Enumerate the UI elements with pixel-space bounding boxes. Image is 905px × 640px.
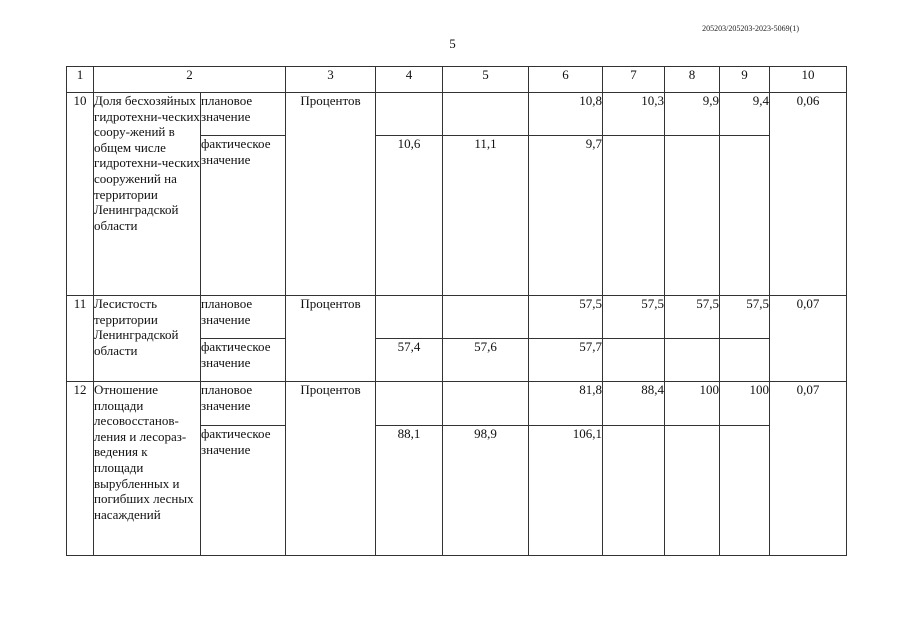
header-cell-3: 3 — [286, 67, 376, 93]
fact-col7 — [603, 136, 665, 296]
page-number: 5 — [449, 36, 456, 51]
indicator-name: Отношение площади лесовосстанов-ления и лесораз-ведения к площади вырубленных и погибших лесных насаждений — [94, 382, 201, 556]
header-cell-10: 10 — [770, 67, 847, 93]
header-cell-5: 5 — [443, 67, 529, 93]
header-cell-1: 1 — [67, 67, 94, 93]
plan-label: плановое значение — [201, 382, 286, 426]
header-cell-2: 2 — [94, 67, 286, 93]
fact-col6: 9,7 — [529, 136, 603, 296]
fact-label: фактическое значение — [201, 426, 286, 556]
plan-col5 — [443, 296, 529, 339]
header-cell-6: 6 — [529, 67, 603, 93]
plan-col6: 81,8 — [529, 382, 603, 426]
table-row — [67, 296, 847, 339]
fact-col8 — [665, 426, 720, 556]
weight-cell: 0,07 — [770, 382, 847, 556]
weight-cell: 0,06 — [770, 93, 847, 296]
plan-col4 — [376, 296, 443, 339]
weight-cell: 0,07 — [770, 296, 847, 382]
fact-col4: 10,6 — [376, 136, 443, 296]
plan-col5 — [443, 93, 529, 136]
table-row — [67, 93, 847, 136]
indicator-name: Лесистость территории Ленинградской области — [94, 296, 201, 382]
plan-col7: 57,5 — [603, 296, 665, 339]
plan-label: плановое значение — [201, 296, 286, 339]
row-number: 12 — [67, 382, 94, 556]
header-cell-8: 8 — [665, 67, 720, 93]
fact-col7 — [603, 339, 665, 382]
fact-col7 — [603, 426, 665, 556]
header-cell-4: 4 — [376, 67, 443, 93]
fact-col5: 98,9 — [443, 426, 529, 556]
header-cell-7: 7 — [603, 67, 665, 93]
plan-col5 — [443, 382, 529, 426]
fact-col8 — [665, 136, 720, 296]
fact-col9 — [720, 339, 770, 382]
plan-col4 — [376, 382, 443, 426]
fact-col6: 106,1 — [529, 426, 603, 556]
plan-col8: 9,9 — [665, 93, 720, 136]
plan-col9: 9,4 — [720, 93, 770, 136]
plan-col9: 57,5 — [720, 296, 770, 339]
plan-col8: 100 — [665, 382, 720, 426]
plan-label: плановое значение — [201, 93, 286, 136]
fact-col8 — [665, 339, 720, 382]
fact-col5: 11,1 — [443, 136, 529, 296]
row-number: 10 — [67, 93, 94, 296]
fact-col6: 57,7 — [529, 339, 603, 382]
fact-col4: 88,1 — [376, 426, 443, 556]
plan-col7: 88,4 — [603, 382, 665, 426]
document-id: 205203/205203-2023-5069(1) — [702, 24, 799, 33]
row-number: 11 — [67, 296, 94, 382]
plan-col6: 57,5 — [529, 296, 603, 339]
fact-col9 — [720, 136, 770, 296]
table-row — [67, 382, 847, 426]
table-header-row — [67, 67, 847, 93]
plan-col8: 57,5 — [665, 296, 720, 339]
fact-col9 — [720, 426, 770, 556]
plan-col4 — [376, 93, 443, 136]
header-cell-9: 9 — [720, 67, 770, 93]
plan-col7: 10,3 — [603, 93, 665, 136]
unit-cell: Процентов — [286, 93, 376, 296]
indicator-name: Доля бесхозяйных гидротехни-ческих соору-жений в общем числе гидротехни-ческих сооружений на территории Ленинградской области — [94, 93, 201, 296]
fact-col5: 57,6 — [443, 339, 529, 382]
unit-cell: Процентов — [286, 296, 376, 382]
unit-cell: Процентов — [286, 382, 376, 556]
plan-col6: 10,8 — [529, 93, 603, 136]
fact-label: фактическое значение — [201, 136, 286, 296]
fact-col4: 57,4 — [376, 339, 443, 382]
indicator-table — [66, 66, 847, 556]
plan-col9: 100 — [720, 382, 770, 426]
fact-label: фактическое значение — [201, 339, 286, 382]
